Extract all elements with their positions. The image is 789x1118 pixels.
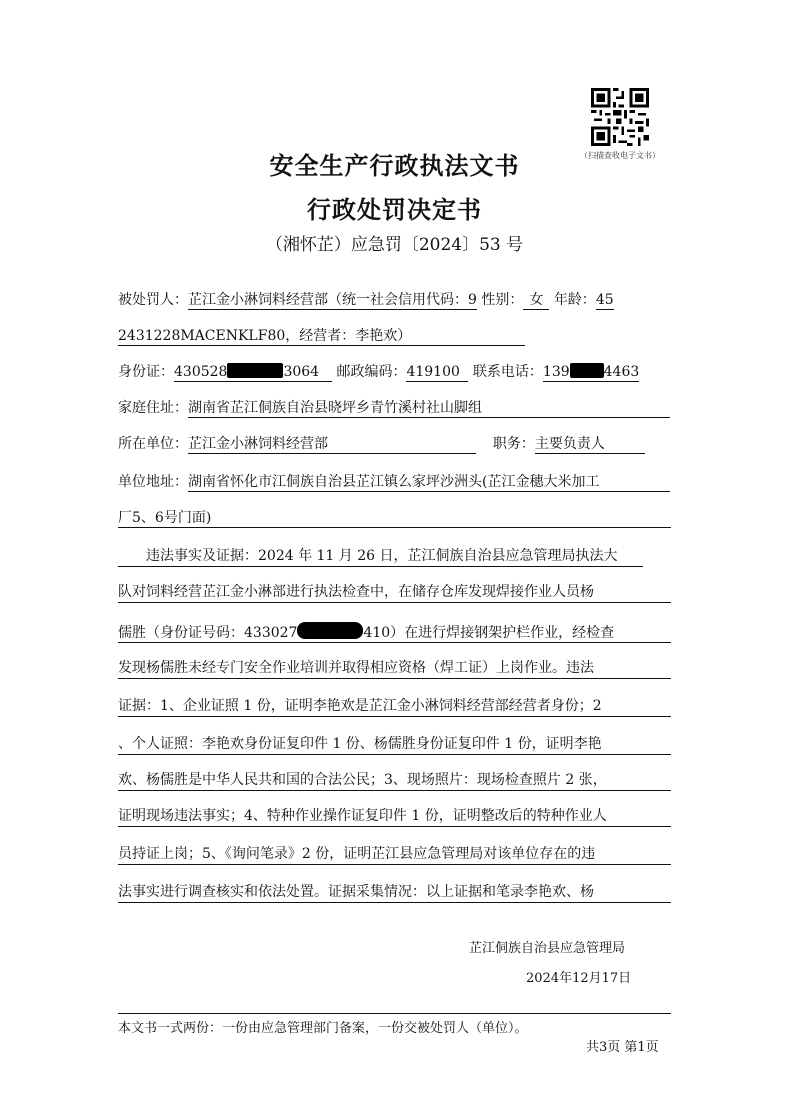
gender-label: 性别：: [481, 292, 524, 308]
unit-address-label: 单位地址：: [118, 474, 188, 490]
phone-label: 联系电话：: [472, 364, 543, 380]
party-value: 芷江金小淋饲料经营部（统一社会信用代码：9: [188, 292, 477, 308]
facts-line: 证明现场违法事实；4、特种作业操作证复印件 1 份，证明整改后的特种作业人: [118, 806, 671, 827]
age-value: 45: [595, 292, 614, 308]
employer-row: [118, 434, 645, 454]
footer-divider: [118, 1013, 671, 1014]
employer-value: 芷江金小淋饲料经营部: [188, 435, 476, 454]
party-row-continued: [118, 326, 525, 346]
home-address-row: [118, 398, 670, 418]
unit-address-row-continued: [118, 508, 671, 528]
unit-address-value: 湖南省怀化市江侗族自治县芷江镇么家坪沙洲头(芷江金穗大米加工: [188, 473, 670, 492]
id-row: [118, 362, 639, 382]
id-redaction: [227, 363, 283, 378]
position-label: 职务：: [492, 436, 535, 452]
postal-code: 419100: [406, 363, 468, 382]
facts-line: 发现杨儒胜未经专门安全作业培训并取得相应资格（焊工证）上岗作业。违法: [118, 658, 671, 679]
id-number: 430528 3064: [174, 363, 332, 382]
facts-line: 、个人证照：李艳欢身份证复印件 1 份、杨儒胜身份证复印件 1 份，证明李艳: [118, 734, 671, 755]
document-title: 行政处罚决定书: [307, 195, 482, 224]
footer-note: 本文书一式两份：一份由应急管理部门备案，一份交被处罚人（单位）。: [118, 1021, 528, 1036]
document-number: （湘怀芷）应急罚〔2024〕53 号: [265, 235, 524, 255]
facts-line: 员持证上岗；5、《询问笔录》2 份，证明芷江县应急管理局对该单位存在的违: [118, 844, 671, 865]
position-value: 主要负责人: [535, 435, 645, 454]
id-label: 身份证：: [118, 364, 174, 380]
qr-code-icon: [591, 88, 649, 146]
home-address-value: 湖南省芷江侗族自治县晓坪乡青竹溪村社山脚组: [188, 399, 670, 418]
qr-caption: （扫描查收电子文书）: [580, 151, 660, 160]
home-address-label: 家庭住址：: [118, 400, 188, 416]
facts-line: 队对饲料经营芷江金小淋部进行执法检查中，在储存仓库发现焊接作业人员杨: [118, 582, 671, 603]
facts-line: 法事实进行调查核实和依法处置。证据采集情况：以上证据和笔录李艳欢、杨: [118, 882, 671, 903]
party-value-continued: 2431228MACENKLF80，经营者：李艳欢）: [118, 327, 525, 346]
phone-redaction: [570, 363, 604, 378]
facts-line: 违法事实及证据：2024 年 11 月 26 日，芷江侗族自治县应急管理局执法大: [118, 546, 643, 567]
employer-label: 所在单位：: [118, 436, 188, 452]
facts-line: 欢、杨儒胜是中华人民共和国的合法公民；3、现场照片：现场检查照片 2 张，: [118, 770, 671, 791]
facts-line: 证据：1、企业证照 1 份，证明李艳欢是芷江金小淋饲料经营部经营者身份；2: [118, 696, 671, 717]
phone-number: 139 4463: [542, 364, 640, 380]
issue-date: 2024年12月17日: [526, 971, 632, 986]
facts-line: 儒胜（身份证号码：433027 410）在进行焊接钢架护栏作业，经检查: [118, 622, 671, 643]
issuing-authority: 芷江侗族自治县应急管理局: [469, 941, 626, 956]
party-row: [118, 290, 614, 310]
id-redaction: [297, 622, 363, 639]
gender-value: 女: [523, 291, 549, 310]
unit-address-value-continued: 厂5、6号门面): [118, 509, 671, 528]
document-category-title: 安全生产行政执法文书: [269, 151, 520, 180]
age-label: 年龄：: [553, 292, 596, 308]
page-number: 共3页 第1页: [586, 1040, 659, 1055]
unit-address-row: [118, 472, 670, 492]
postal-label: 邮政编码：: [336, 364, 407, 380]
party-label: 被处罚人：: [118, 292, 188, 308]
